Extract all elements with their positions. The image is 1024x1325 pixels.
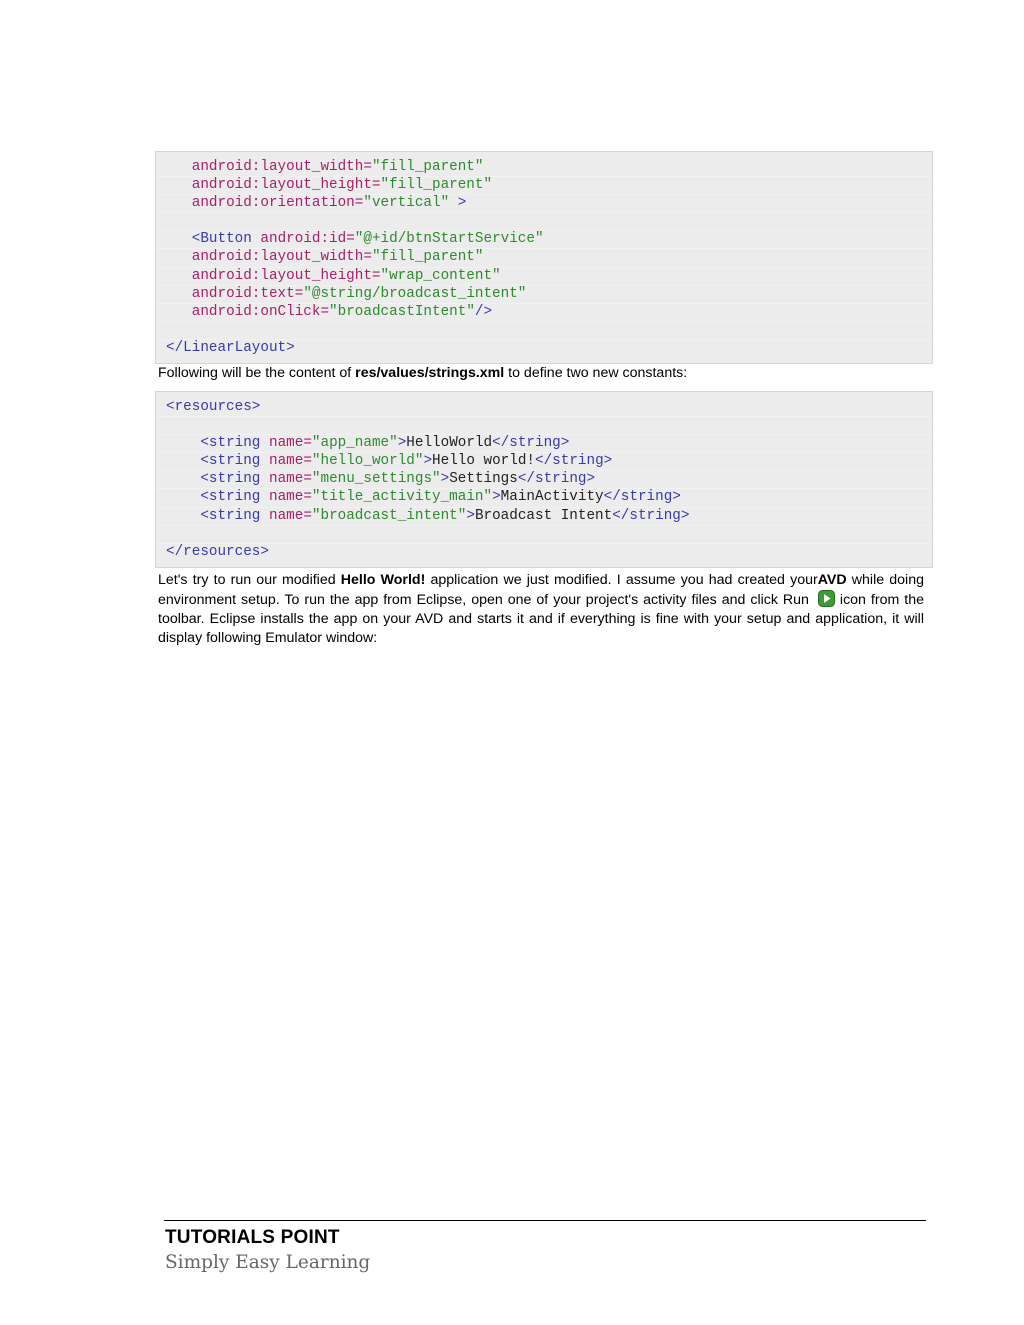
code-token: </resources> xyxy=(166,543,269,560)
code-token: <Button xyxy=(191,231,252,248)
code-token xyxy=(260,508,269,524)
code-token: = xyxy=(354,195,364,212)
code-token: = xyxy=(371,177,381,194)
code-token: </string> xyxy=(603,489,681,506)
avd-bold: AVD xyxy=(817,572,847,588)
code-token: = xyxy=(346,231,355,248)
code-line xyxy=(156,525,932,543)
code-token: </string> xyxy=(492,435,570,452)
code-token: android:layout_width xyxy=(191,159,364,175)
code-line xyxy=(156,248,932,266)
code-block-layout-xml xyxy=(155,151,933,364)
code-line xyxy=(156,230,932,248)
code-token: "fill_parent" xyxy=(371,249,484,266)
footer-divider xyxy=(164,1220,926,1221)
code-token: = xyxy=(303,507,312,524)
code-line xyxy=(156,267,932,285)
code-token: "wrap_content" xyxy=(380,267,501,284)
code-line xyxy=(156,399,932,416)
code-token: <resources> xyxy=(166,399,261,415)
code-token: "fill_parent" xyxy=(371,159,484,175)
code-token: /> xyxy=(474,303,493,320)
code-token: name xyxy=(268,489,304,506)
run-text-3: while doing environment setup. To run the app from Eclipse, open one of your project's activity files and click Run xyxy=(158,572,924,608)
code-token: "hello_world" xyxy=(311,453,424,470)
code-line xyxy=(156,285,932,303)
code-line xyxy=(156,176,932,194)
code-token: = xyxy=(303,471,312,488)
code-token: android:layout_height xyxy=(191,267,372,284)
code-token: "fill_parent" xyxy=(380,177,493,194)
code-token: = xyxy=(303,435,312,452)
file-path: res/values/strings.xml xyxy=(355,365,505,381)
code-token: </string> xyxy=(517,471,596,488)
code-line xyxy=(156,507,932,525)
code-line xyxy=(156,434,932,452)
code-token: "@+id/btnStartService" xyxy=(354,231,544,248)
code-line xyxy=(156,212,932,230)
code-token: "vertical" xyxy=(363,195,450,212)
code-line xyxy=(156,470,932,488)
code-token: > xyxy=(397,435,407,452)
code-token: name xyxy=(268,453,304,470)
code-token: android:layout_width xyxy=(191,249,364,266)
code-token: Hello world! xyxy=(432,453,536,470)
code-token: android:orientation xyxy=(191,195,355,212)
code-token: > xyxy=(423,453,433,470)
code-line xyxy=(156,488,932,506)
code-token xyxy=(260,435,269,451)
code-token: android:id xyxy=(260,231,347,248)
run-icon xyxy=(818,590,835,607)
code-token: android:text xyxy=(191,285,295,302)
code-token: </string> xyxy=(535,453,613,470)
code-line xyxy=(156,321,932,339)
run-text-2: application we just modified. I assume you had created your xyxy=(425,572,818,588)
code-line xyxy=(156,452,932,470)
code-line xyxy=(156,194,932,212)
code-token: <string xyxy=(200,507,261,524)
intro-text-prefix: Following will be the content of xyxy=(158,365,356,381)
code-token: > xyxy=(440,471,450,488)
code-token: = xyxy=(303,489,312,506)
code-token: = xyxy=(363,249,372,266)
code-token: "broadcastIntent" xyxy=(329,303,475,320)
code-token: = xyxy=(303,453,312,470)
code-token: "title_activity_main" xyxy=(311,489,493,506)
code-token xyxy=(260,489,269,505)
code-line xyxy=(156,303,932,321)
footer-title: TUTORIALS POINT xyxy=(165,1227,340,1248)
code-token: = xyxy=(371,267,381,284)
code-token: > xyxy=(466,507,475,524)
code-line xyxy=(156,159,932,176)
run-text-1: Let's try to run our modified xyxy=(158,572,341,588)
code-token: = xyxy=(363,159,372,175)
code-line xyxy=(156,339,932,357)
run-instructions-paragraph xyxy=(158,571,924,648)
code-token: <string xyxy=(200,489,261,506)
footer-subtitle: Simply Easy Learning xyxy=(165,1252,371,1273)
run-text-4: icon from the toolbar. Eclipse installs the app on your AVD and starts it and if everything is fine with your setup and application, it will display following Emulator window: xyxy=(158,592,924,646)
code-token xyxy=(260,471,269,487)
code-token: <string xyxy=(200,453,261,470)
code-token: </LinearLayout> xyxy=(166,339,295,356)
code-token: > xyxy=(492,489,501,506)
code-token: name xyxy=(268,471,304,488)
code-token: <string xyxy=(200,435,261,452)
code-token: android:layout_height xyxy=(191,177,372,194)
code-token: Broadcast Intent xyxy=(474,507,613,524)
code-token: = xyxy=(320,303,330,320)
code-token: > xyxy=(449,195,467,212)
code-token: "menu_settings" xyxy=(311,471,441,488)
code-block-strings-xml xyxy=(155,391,933,568)
code-token: "@string/broadcast_intent" xyxy=(303,285,527,302)
code-token: Settings xyxy=(449,471,518,488)
code-line xyxy=(156,543,932,561)
code-token: "app_name" xyxy=(311,435,398,452)
code-token: android:onClick xyxy=(191,303,321,320)
code-token: = xyxy=(294,285,304,302)
code-token: "broadcast_intent" xyxy=(311,507,467,524)
code-token xyxy=(260,453,269,469)
code-token: </string> xyxy=(612,507,690,524)
hello-world-bold: Hello World! xyxy=(340,572,426,588)
code-line xyxy=(156,416,932,434)
strings-intro-paragraph xyxy=(158,364,924,383)
intro-text-suffix: to define two new constants: xyxy=(504,365,688,381)
code-token: <string xyxy=(200,471,261,488)
code-token: HelloWorld xyxy=(406,435,493,452)
code-token: name xyxy=(268,507,304,524)
code-token: MainActivity xyxy=(500,489,604,506)
code-token: name xyxy=(268,435,304,452)
